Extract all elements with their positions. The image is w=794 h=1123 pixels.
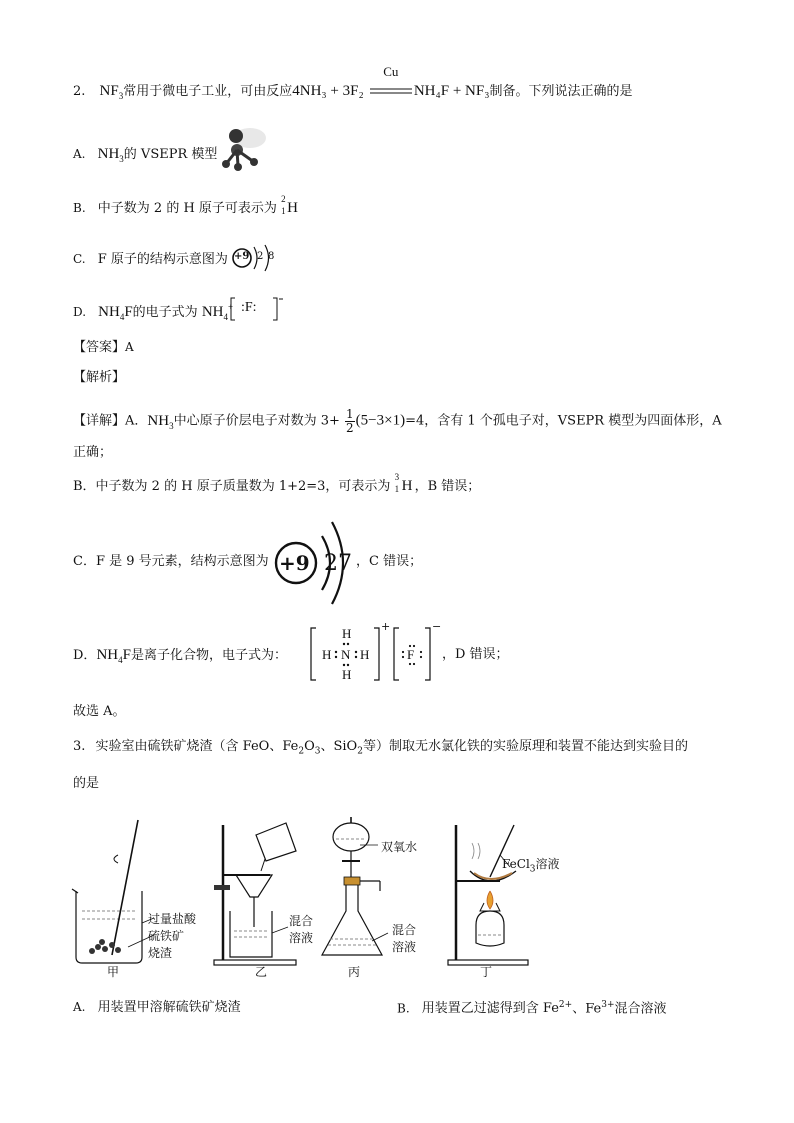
fig-jia-reagent1: 过量盐酸 — [148, 912, 197, 926]
q2-stem-pre: 常用于微电子工业，可由反应 — [123, 84, 293, 99]
q2-option-b-label: B. — [73, 201, 86, 215]
q2-option-d-anion: :F: — [229, 296, 283, 322]
q3-stem-line2: 的是 — [73, 776, 100, 791]
q2-option-a-text: 的 VSEPR 模型 — [123, 147, 218, 162]
fig-ding-reagent: FeCl$_3$溶液 — [502, 857, 560, 875]
q2-eq-left: 4NH₃ + 3F₂ — [292, 83, 364, 99]
q2-option-c-label: C. — [73, 252, 86, 266]
lewis-anion: F − — [391, 624, 441, 682]
q2-stem-post: 制备。下列说法正确的是 — [489, 84, 633, 99]
q2-option-d: D. $NH_4F$的电子式为 $NH_4^+$ — [73, 302, 234, 322]
apparatus-yi-icon — [214, 823, 296, 965]
fig-yi-mix2: 溶液 — [289, 931, 314, 945]
apparatus-bing-icon — [322, 817, 388, 955]
q2-detail-d-post: ，D 错误； — [442, 647, 509, 662]
q3-option-b: B. 用装置乙过滤得到含 $Fe^{2+}$、$Fe^{3+}$混合溶液 — [397, 1000, 667, 1017]
answer-value: A — [125, 340, 134, 354]
vsepr-model-icon — [218, 124, 270, 174]
fig-jia-reagent2: 硫铁矿 — [148, 929, 185, 943]
atom-structure-large: +9 2 7 — [274, 516, 358, 608]
atom-structure-small: +9 2 8 — [232, 242, 278, 274]
fig-bing-label: 丙 — [348, 965, 361, 979]
q2-detail-a: 【详解】A．$NH_3$中心原子价层电子对数为 3+ $\frac{1}{2}$ (5−3×1)=4，含有 1 个孤电子对，VSEPR 模型为四面体形，A — [73, 407, 722, 435]
q2-eq-arrow — [368, 64, 414, 98]
q2-detail-b: B．中子数为 2 的 H 原子质量数为 1+2=3，可表示为 3 1 H ，B 错误； — [73, 472, 481, 494]
q3-stem-line1: 3. 实验室由硫铁矿烧渣（含 FeO、$Fe_2O_3$、SiO$_2$等）制取无水氯化铁的实验原理和装置不能达到实验目的 — [73, 739, 688, 757]
q3-option-a: A. 用装置甲溶解硫铁矿烧渣 — [73, 1000, 241, 1015]
q2-option-d-text: 的电子式为 — [132, 305, 198, 320]
q2-conclusion: 故选 A。 — [73, 704, 126, 719]
q2-option-a-label: A. — [73, 147, 86, 161]
fig-bing-mix1: 混合 — [392, 923, 417, 937]
fig-yi-mix1: 混合 — [289, 914, 314, 928]
q2-detail-a2: 正确； — [73, 445, 113, 460]
equals-arrow-icon — [368, 87, 414, 95]
fig-yi-label: 乙 — [255, 965, 268, 979]
q2-catalyst: Cu — [383, 64, 399, 79]
fig-bing-reagent: 双氧水 — [381, 840, 418, 854]
apparatus-ding-icon — [448, 825, 528, 965]
detail-b-nuclide: 3 1 H — [394, 472, 413, 494]
q2-number: 2. — [73, 84, 86, 99]
fig-jia-label: 甲 — [107, 965, 120, 979]
fig-bing-mix2: 溶液 — [392, 940, 417, 954]
lewis-cation: H H N H H + — [308, 624, 388, 682]
q3-number: 3. — [73, 739, 86, 754]
fig-jia-reagent3: 烧渣 — [148, 946, 173, 960]
q2-option-b-nuclide: 2 1 H — [281, 194, 298, 216]
q2-detail-d: D．$NH_4F$是离子化合物，电子式为： — [73, 647, 287, 665]
q2-detail-c-post: ，C 错误； — [356, 554, 423, 569]
q2-option-c-text: F 原子的结构示意图为 — [97, 252, 228, 267]
detail-tag: 【详解】 — [73, 413, 126, 429]
fig-ding-label: 丁 — [480, 965, 493, 979]
answer-tag: 【答案】 — [73, 340, 126, 355]
fraction: $\frac{1}{2}$ — [346, 407, 354, 435]
q2-option-a: A. $NH_3$的 VSEPR 模型 — [73, 146, 218, 164]
q2-option-d-label: D. — [73, 305, 87, 319]
q2-nf: NF — [99, 83, 119, 99]
q2-eq-right: NH₄F + NF₃ — [413, 83, 490, 99]
q2-analysis-tag: 【解析】 — [73, 370, 126, 385]
q2-detail-c: C．F 是 9 号元素，结构示意图为 — [73, 554, 269, 569]
apparatus-figure — [60, 815, 600, 980]
q2-option-c — [73, 253, 228, 266]
q2-option-b-text: 中子数为 2 的 H 原子可表示为 — [97, 201, 277, 216]
q2-stem: 2. $NF_3$常用于微电子工业，可由反应4NH₃ + 3F₂ Cu NH₄F + NF₃制备。下列说法正确的是 — [73, 64, 633, 101]
q2-answer — [73, 341, 134, 354]
q2-option-b — [73, 194, 299, 216]
q3-option-a-text: 用装置甲溶解硫铁矿烧渣 — [97, 1000, 241, 1015]
apparatus-jia-icon — [72, 820, 154, 963]
